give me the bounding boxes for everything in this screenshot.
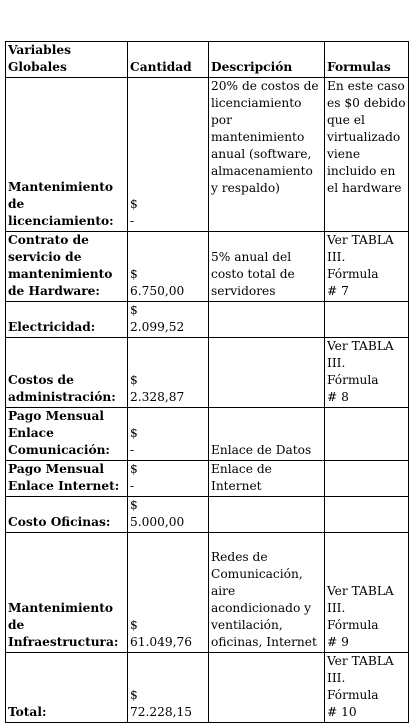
cantidad-cell: $ 2.328,87 xyxy=(128,338,209,408)
formulas-cell xyxy=(325,302,409,338)
table-row xyxy=(6,338,409,408)
descripcion-cell: Enlace de Datos xyxy=(209,408,325,461)
header-row xyxy=(6,42,409,78)
formulas-cell: En este caso es $0 debido que el virtualizado viene incluido en el hardware xyxy=(325,78,409,232)
formulas-cell: Ver TABLA III. Fórmula # 10 xyxy=(325,653,409,723)
cantidad-cell: $ 6.750,00 xyxy=(128,232,209,302)
variables-table xyxy=(5,41,409,723)
formulas-cell xyxy=(325,497,409,533)
formulas-cell: Ver TABLA III. Fórmula # 9 xyxy=(325,533,409,653)
table-row xyxy=(6,302,409,338)
cantidad-cell: $ 2.099,52 xyxy=(128,302,209,338)
formulas-cell: Ver TABLA III. Fórmula # 8 xyxy=(325,338,409,408)
table-row xyxy=(6,232,409,302)
cantidad-cell: $ 61.049,76 xyxy=(128,533,209,653)
variable-cell: Total: xyxy=(6,653,128,723)
header-formulas: Formulas xyxy=(325,42,409,78)
variable-cell: Mantenimiento de Infraestructura: xyxy=(6,533,128,653)
table-row xyxy=(6,653,409,723)
cantidad-cell: $ - xyxy=(128,78,209,232)
variable-cell: Contrato de servicio de mantenimiento de Hardware: xyxy=(6,232,128,302)
descripcion-cell xyxy=(209,338,325,408)
variable-cell: Costo Oficinas: xyxy=(6,497,128,533)
descripcion-cell: Enlace de Internet xyxy=(209,461,325,497)
formulas-cell xyxy=(325,408,409,461)
cantidad-cell: $ 72.228,15 xyxy=(128,653,209,723)
header-variables: Variables Globales xyxy=(6,42,128,78)
table-row xyxy=(6,533,409,653)
variable-cell: Pago Mensual Enlace Comunicación: xyxy=(6,408,128,461)
variable-cell: Costos de administración: xyxy=(6,338,128,408)
cantidad-cell: $ 5.000,00 xyxy=(128,497,209,533)
header-descripcion: Descripción xyxy=(209,42,325,78)
formulas-cell: Ver TABLA III. Fórmula # 7 xyxy=(325,232,409,302)
variable-cell: Pago Mensual Enlace Internet: xyxy=(6,461,128,497)
cantidad-cell: $ - xyxy=(128,408,209,461)
table-row xyxy=(6,78,409,232)
formulas-cell xyxy=(325,461,409,497)
variable-cell: Electricidad: xyxy=(6,302,128,338)
descripcion-cell: 20% de costos de licenciamiento por mantenimiento anual (software, almacenamiento y respaldo) xyxy=(209,78,325,232)
header-cantidad: Cantidad xyxy=(128,42,209,78)
descripcion-cell: 5% anual del costo total de servidores xyxy=(209,232,325,302)
descripcion-cell xyxy=(209,653,325,723)
table-row xyxy=(6,497,409,533)
descripcion-cell: Redes de Comunicación, aire acondicionado y ventilación, oficinas, Internet xyxy=(209,533,325,653)
table-row xyxy=(6,461,409,497)
descripcion-cell xyxy=(209,497,325,533)
descripcion-cell xyxy=(209,302,325,338)
variable-cell: Mantenimiento de licenciamiento: xyxy=(6,78,128,232)
table-row xyxy=(6,408,409,461)
cantidad-cell: $ - xyxy=(128,461,209,497)
